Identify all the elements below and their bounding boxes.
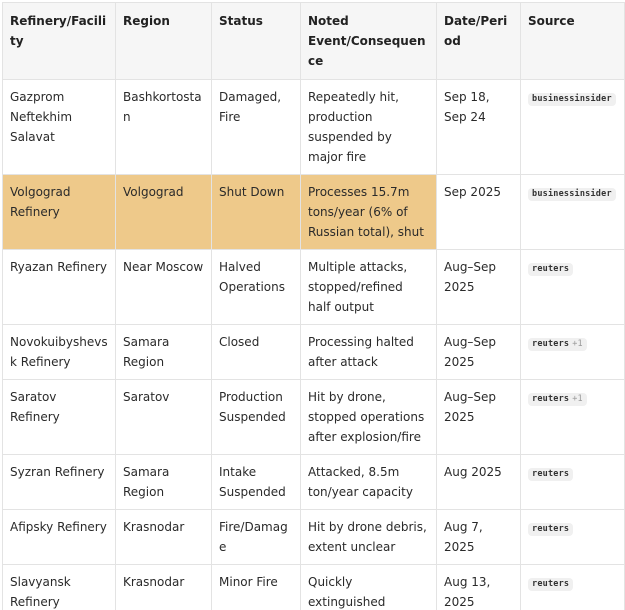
source-tag[interactable] — [528, 263, 573, 276]
cell-status: Shut Down — [212, 175, 301, 250]
cell-status: Production Suspended — [212, 380, 301, 455]
cell-event: Processing halted after attack — [301, 325, 437, 380]
cell-source — [521, 510, 625, 565]
cell-event: Hit by drone debris, extent unclear — [301, 510, 437, 565]
cell-source — [521, 175, 625, 250]
cell-date: Aug–Sep 2025 — [437, 250, 521, 325]
cell-date: Aug 7, 2025 — [437, 510, 521, 565]
cell-facility: Gazprom Neftekhim Salavat — [3, 80, 116, 175]
cell-facility: Ryazan Refinery — [3, 250, 116, 325]
cell-status: Closed — [212, 325, 301, 380]
cell-status: Fire/Damage — [212, 510, 301, 565]
source-tag[interactable] — [528, 338, 587, 351]
cell-event: Repeatedly hit, production suspended by major fire — [301, 80, 437, 175]
source-tag-label: reuters — [532, 264, 570, 274]
cell-date: Aug–Sep 2025 — [437, 380, 521, 455]
cell-facility: Novokuibyshevsk Refinery — [3, 325, 116, 380]
cell-status: Halved Operations — [212, 250, 301, 325]
source-tag-label: businessinsider — [532, 189, 612, 199]
cell-facility: Syzran Refinery — [3, 455, 116, 510]
source-tag-label: reuters — [532, 394, 570, 404]
table-row — [3, 380, 625, 455]
source-tag[interactable] — [528, 188, 616, 201]
cell-source — [521, 455, 625, 510]
table-row — [3, 455, 625, 510]
cell-status: Intake Suspended — [212, 455, 301, 510]
cell-facility: Afipsky Refinery — [3, 510, 116, 565]
cell-date: Sep 2025 — [437, 175, 521, 250]
source-tag-label: reuters — [532, 469, 570, 479]
source-tag-extra-count: +1 — [572, 339, 583, 349]
table-row — [3, 325, 625, 380]
source-tag-label: businessinsider — [532, 94, 612, 104]
cell-region: Krasnodar — [116, 565, 212, 610]
header-facility: Refinery/Facility — [3, 3, 116, 80]
table-row — [3, 80, 625, 175]
source-tag-label: reuters — [532, 524, 570, 534]
cell-facility: Saratov Refinery — [3, 380, 116, 455]
source-tag[interactable] — [528, 578, 573, 591]
cell-facility: Slavyansk Refinery — [3, 565, 116, 610]
header-status: Status — [212, 3, 301, 80]
cell-date: Aug 2025 — [437, 455, 521, 510]
cell-source — [521, 565, 625, 610]
cell-region: Near Moscow — [116, 250, 212, 325]
cell-event: Quickly extinguished — [301, 565, 437, 610]
header-event: Noted Event/Consequence — [301, 3, 437, 80]
cell-region: Volgograd — [116, 175, 212, 250]
table-row — [3, 565, 625, 610]
refinery-table — [2, 2, 625, 610]
cell-source — [521, 325, 625, 380]
cell-date: Aug 13, 2025 — [437, 565, 521, 610]
cell-region: Saratov — [116, 380, 212, 455]
cell-status: Minor Fire — [212, 565, 301, 610]
cell-region: Samara Region — [116, 455, 212, 510]
cell-date: Sep 18, Sep 24 — [437, 80, 521, 175]
cell-region: Samara Region — [116, 325, 212, 380]
source-tag[interactable] — [528, 523, 573, 536]
table-row — [3, 250, 625, 325]
table-row-highlighted — [3, 175, 625, 250]
table-header-row — [3, 3, 625, 80]
cell-facility: Volgograd Refinery — [3, 175, 116, 250]
cell-region: Krasnodar — [116, 510, 212, 565]
cell-event: Attacked, 8.5m ton/year capacity — [301, 455, 437, 510]
source-tag-label: reuters — [532, 579, 570, 589]
cell-status: Damaged, Fire — [212, 80, 301, 175]
header-date: Date/Period — [437, 3, 521, 80]
source-tag[interactable] — [528, 468, 573, 481]
cell-region: Bashkortostan — [116, 80, 212, 175]
source-tag[interactable] — [528, 393, 587, 406]
cell-date: Aug–Sep 2025 — [437, 325, 521, 380]
source-tag[interactable] — [528, 93, 616, 106]
source-tag-label: reuters — [532, 339, 570, 349]
cell-source — [521, 80, 625, 175]
table-row — [3, 510, 625, 565]
cell-source — [521, 380, 625, 455]
cell-event: Hit by drone, stopped operations after explosion/fire — [301, 380, 437, 455]
cell-event: Multiple attacks, stopped/refined half output — [301, 250, 437, 325]
source-tag-extra-count: +1 — [572, 394, 583, 404]
header-region: Region — [116, 3, 212, 80]
cell-event: Processes 15.7m tons/year (6% of Russian total), shut — [301, 175, 437, 250]
header-source: Source — [521, 3, 625, 80]
cell-source — [521, 250, 625, 325]
